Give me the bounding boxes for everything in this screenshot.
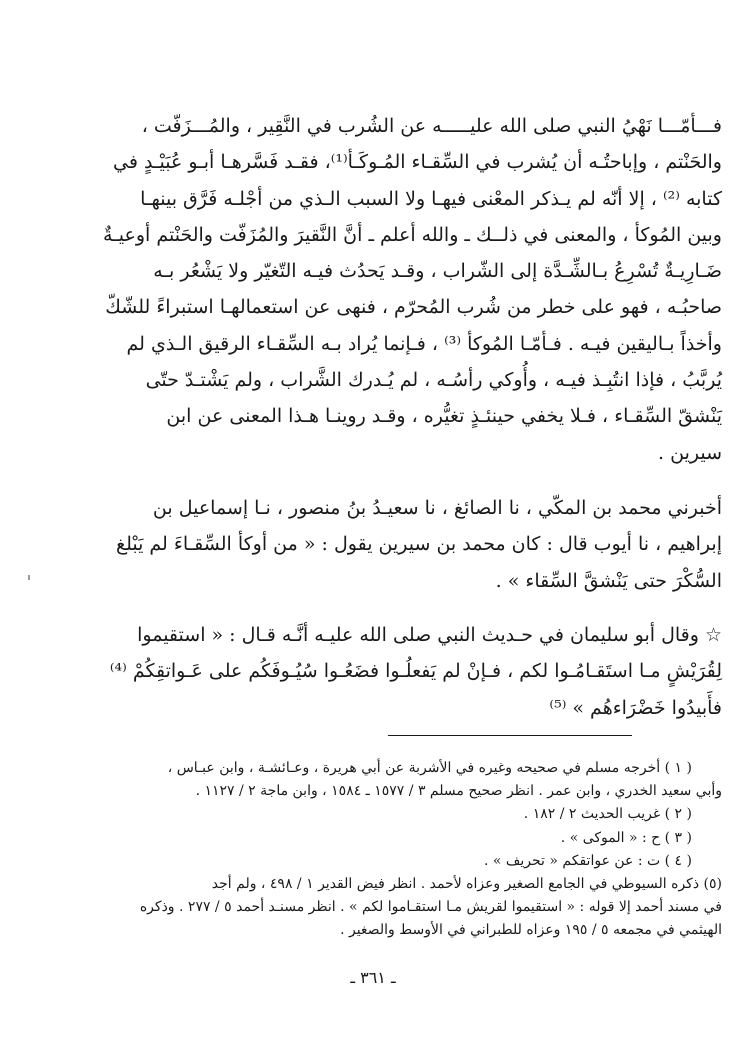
footnote-line: وأبي سعيد الخدري ، وابن عمر . انظر صحيح مسلم ٣ / ١٥٧٧ ـ ١٥٨٤ ، وابن ماجة ٢ / ١١٢٧ .	[195, 783, 722, 800]
text-line: لِقُرَيْشٍ مـا استَقـامُـوا لكم ، فـإنْ لم يَفعلُـوا فضَعُـوا سُيُـوفَكُم على عَـواتقِكُمْ ⁽⁴⁾	[109, 660, 722, 683]
text-line: إبراهيم ، نا أيوب قال : كان محمد بن سيرين يقول : « من أوكأ السِّقـاءَ لم يَبْلغ	[115, 533, 722, 556]
text-line: ضَـارِيـةٌ تُسْرِعُ بـالشِّـدَّة إلى الشّراب ، وقـد يَحدُث فيـه التّغيّر ولا يَشْعُر بـه	[153, 260, 722, 283]
text-line: ☆ وقال أبو سليمان في حـديث النبي صلى الله عليـه أنَّـه قـال : « استقيموا	[137, 624, 722, 646]
text-line: وبين المُوكأ ، والمعنى في ذلــك ـ والله أعلم ـ أنَّ النَّقيرَ والمُزَفّت والحَنْتم أوعيـةٌ	[103, 223, 722, 246]
paragraph-isnad	[115, 490, 722, 599]
text-line: يُربَّبُ ، فإذا انتُبِـذ فيـه ، وأُوكي رأسُـه ، لم يُـدرك الشَّراب ، ولم يَشْتـدّ حتّى	[145, 369, 722, 392]
text-line: السُّكْرَ حتى يَنْشقَّ السِّقاء » .	[495, 569, 722, 592]
footnote-line: ( ٤ ) ت : عن عواتقكم « تحريف » .	[483, 852, 692, 869]
text-line: يَنْشقّ السِّقـاء ، فـلا يخفي حينئـذٍ تغيُّره ، وقـد روينـا هـذا المعنى عن ابن	[166, 405, 722, 428]
paragraph-nahy-nabidh	[103, 108, 722, 471]
footnote-line: ( ١ ) أخرجه مسلم في صحيحه وغيره في الأشربة عن أبي هريرة ، وعـائشـة ، وابن عبـاس ،	[167, 760, 692, 776]
margin-mark	[28, 575, 30, 580]
footnotes	[118, 757, 722, 943]
text-line: وأخذاً بـاليقين فيـه . فـأمّـا المُوكأ ⁽³⁾ ، فـإنما يُراد بـه السِّقـاء الرقيق الـذي لم	[126, 332, 722, 355]
text-line: والحَنْتم ، وإباحتُـه أن يُشرب في السِّقـاء المُـوكَـأ⁽¹⁾، فقـد فَسَّرهـا أبـو عُبَيْـدٍ في	[113, 151, 722, 174]
paragraph-quraysh-hadith	[109, 617, 722, 726]
page-number: ـ ٣٦١ ـ	[350, 968, 396, 987]
footnote-line: الهيثمي في مجمعه ٥ / ١٩٥ وعزاه للطبراني في الأوسط والصغير .	[340, 922, 722, 939]
text-line: أخبرني محمد بن المكّي ، نا الصائغ ، نا سعيـدُ بنُ منصور ، نـا إسماعيل بن	[152, 497, 722, 519]
footnote-line: ( ٣ ) ح : « الموكى » .	[560, 829, 692, 846]
text-line: فأَبيدُوا خَضْرَاءهُم » ⁽⁵⁾	[549, 696, 722, 719]
text-line: صاحبُـه ، فهو على خطر من شُرب المُحرّم ، فنهى عن استعمالهـا استبراءً للشّكّ	[105, 296, 722, 319]
footnote-divider	[388, 735, 632, 736]
text-line: سيرين .	[658, 441, 722, 464]
text-line: فـــأمّـــا نَهْيُ النبي صلى الله عليـــــه عن الشُرب في النَّقِير ، والمُـــزَفّت ،	[141, 115, 722, 137]
footnote-line: ( ٢ ) غريب الحديث ٢ / ١٨٢ .	[523, 806, 692, 823]
footnote-line: (٥) ذكره السيوطي في الجامع الصغير وعزاه لأحمد . انظر فيض القدير ١ / ٤٩٨ ، ولم أجد	[211, 876, 722, 893]
text-line: كتابه ⁽²⁾ ، إلا أنّه لم يـذكر المعْنى فيهـا ولا السبب الـذي من أجْلـه فَرَّق بينهـا	[140, 187, 722, 210]
footnote-line: في مسند أحمد إلا قوله : « استقيموا لقريش مـا استقـاموا لكم » . انظر مسنـد أحمد ٥ / ٢٧٧ . وذكره	[139, 899, 722, 916]
